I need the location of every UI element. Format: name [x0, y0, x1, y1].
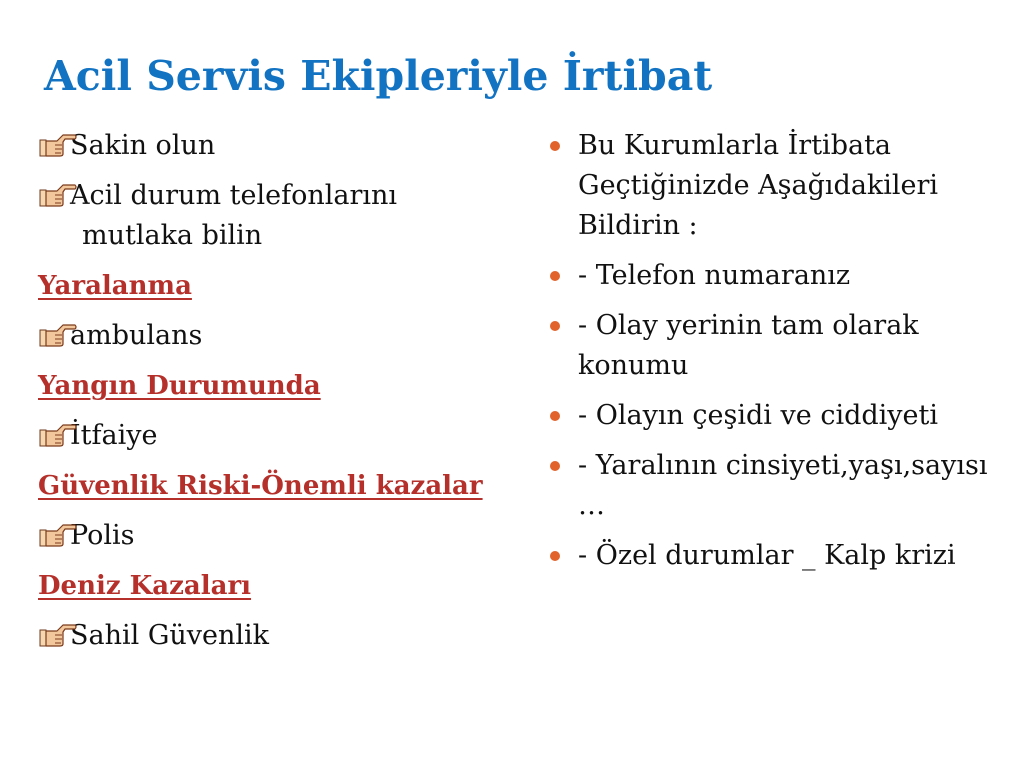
bullet-item — [548, 396, 988, 436]
bullet-text: - Olay yerinin tam olarak konumu — [578, 310, 919, 381]
hand-list-item — [38, 416, 498, 456]
hand-list-item-text: Sahil Güvenlik — [70, 620, 270, 651]
section-heading: Deniz Kazaları — [38, 571, 252, 601]
left-column — [38, 126, 498, 666]
hand-list-item-text: ambulans — [70, 320, 203, 351]
hand-list-item — [38, 126, 498, 166]
bullet-item — [548, 306, 988, 386]
pointing-hand-icon — [38, 422, 78, 450]
hand-list-item-text: Acil durum telefonlarını mutlaka bilin — [70, 180, 398, 251]
hand-list-item — [38, 516, 498, 556]
hand-list-item — [38, 176, 498, 256]
bullet-dot-icon — [550, 411, 560, 421]
bullet-text: - Yaralının cinsiyeti,yaşı,sayısı … — [578, 450, 988, 521]
bullet-item — [548, 536, 988, 576]
right-column — [548, 126, 988, 586]
hand-list-item-text: İtfaiye — [70, 420, 158, 451]
bullet-dot-icon — [550, 321, 560, 331]
bullet-dot-icon — [550, 271, 560, 281]
section-heading: Yangın Durumunda — [38, 371, 321, 401]
bullet-dot-icon — [550, 141, 560, 151]
hand-list-item-text: Polis — [70, 520, 135, 551]
hand-list-item — [38, 316, 498, 356]
pointing-hand-icon — [38, 132, 78, 160]
bullet-text: - Telefon numaranız — [578, 260, 851, 291]
bullet-text: Bu Kurumlarla İrtibata Geçtiğinizde Aşağıdakileri Bildirin : — [578, 130, 939, 241]
pointing-hand-icon — [38, 522, 78, 550]
bullet-dot-icon — [550, 551, 560, 561]
section-heading: Güvenlik Riski-Önemli kazalar — [38, 471, 483, 501]
bullet-text: - Özel durumlar _ Kalp krizi — [578, 540, 956, 571]
bullet-item — [548, 256, 988, 296]
hand-list-item — [38, 616, 498, 656]
section-heading: Yaralanma — [38, 271, 192, 301]
bullet-dot-icon — [550, 461, 560, 471]
bullet-item — [548, 446, 988, 526]
bullet-item — [548, 126, 988, 246]
pointing-hand-icon — [38, 322, 78, 350]
pointing-hand-icon — [38, 622, 78, 650]
bullet-text: - Olayın çeşidi ve ciddiyeti — [578, 400, 939, 431]
slide-title: Acil Servis Ekipleriyle İrtibat — [44, 52, 713, 100]
pointing-hand-icon — [38, 182, 78, 210]
hand-list-item-text: Sakin olun — [70, 130, 216, 161]
